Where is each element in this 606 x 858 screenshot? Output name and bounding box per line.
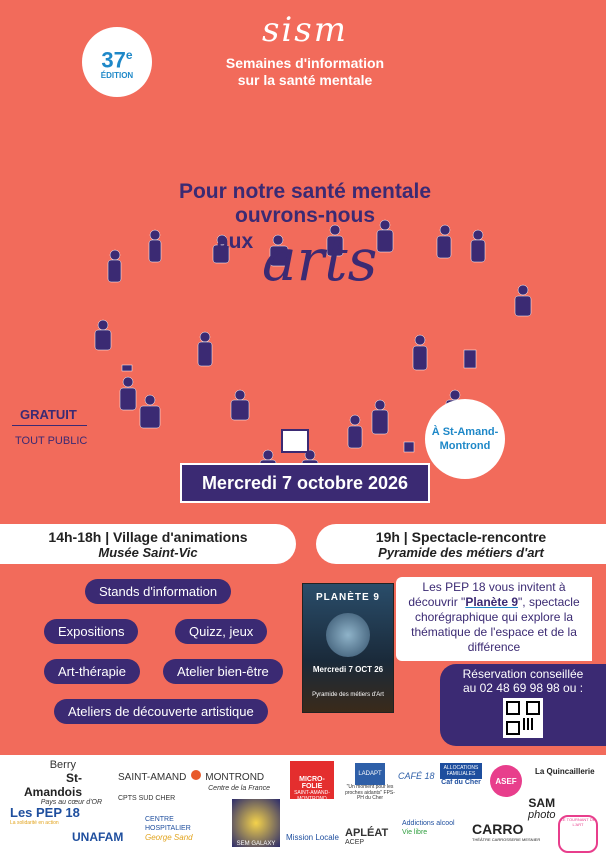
headline-aux: aux	[217, 230, 254, 253]
reservation-box: Réservation conseillée au 02 48 69 98 98 ou :	[440, 664, 606, 746]
pep-logo: Les PEP 18 La solidarité en action	[10, 805, 80, 826]
activity-art-therapie: Art-thérapie	[44, 659, 140, 684]
activity-bien-etre: Atelier bien-être	[163, 659, 283, 684]
activity-decouverte: Ateliers de découverte artistique	[54, 699, 268, 724]
right-section-header: 19h | Spectacle-rencontre Pyramide des métiers d'art	[316, 524, 606, 564]
activity-quizz: Quizz, jeux	[175, 619, 267, 644]
addictions-logo: Addictions alcool Vie libre	[402, 820, 455, 836]
location-badge: À St-Amand- Montrond	[425, 399, 505, 479]
tournant-art-logo: LE TOURNANT DE L'ART	[558, 815, 598, 853]
carro-logo: CARRO THÉÂTRE CARROSSERIE MESNIER	[472, 821, 541, 842]
mission-locale-logo: Mission Locale	[286, 833, 339, 842]
cpts-logo: CPTS SUD CHER	[118, 795, 176, 802]
edition-badge: 37e ÉDITION	[82, 27, 152, 97]
ladapt-logo: LADAPT "Un moment pour les proches aidants" FPS-PH du Cher	[345, 763, 395, 802]
show-description: Les PEP 18 vous invitent à découvrir "Planète 9", spectacle chorégraphique qui explore la thématique de l'espace et de la différence	[396, 577, 592, 661]
gratuit-label: GRATUIT	[20, 407, 77, 422]
activity-expositions: Expositions	[44, 619, 138, 644]
sem-galaxy-logo: SEM GALAXY	[232, 799, 280, 847]
gratuit-divider	[12, 425, 87, 426]
activity-stands: Stands d'information	[85, 579, 231, 604]
unafam-logo: UNAFAM	[72, 830, 124, 844]
planete9-poster: PLANÈTE 9 Mercredi 7 OCT 26 Pyramide des métiers d'Art	[302, 583, 394, 713]
headline-arts: arts	[262, 226, 378, 294]
partners-footer	[0, 755, 606, 858]
quincaillerie-logo: La Quincaillerie	[535, 767, 595, 776]
sism-logo: sism	[261, 10, 348, 50]
left-section-header: 14h-18h | Village d'animations Musée Saint-Vic	[0, 524, 296, 564]
apleat-logo: APLÉAT ACEP	[345, 827, 389, 846]
saint-amand-logo: SAINT-AMAND MONTROND Centre de la France	[118, 772, 270, 792]
asef-logo: ASEF	[490, 765, 522, 797]
qr-code[interactable]	[503, 698, 543, 738]
micro-folie-logo: MICRO-FOLIE SAINT-AMAND-MONTROND	[290, 761, 334, 799]
tout-public-label: TOUT PUBLIC	[15, 435, 88, 447]
brand-subtitle: Semaines d'information sur la santé mentale	[225, 55, 385, 88]
berry-logo: Berry St-Amandois Pays au cœur d'OR	[23, 759, 102, 807]
cafe18-logo: CAFÉ 18	[398, 771, 435, 781]
caf-logo: ALLOCATIONS FAMILIALES Caf du Cher	[441, 765, 481, 786]
centre-hospitalier-logo: CENTRE HOSPITALIER George Sand	[145, 816, 193, 842]
date-banner: Mercredi 7 octobre 2026	[180, 463, 430, 503]
sam-photo-logo: SAM photo	[528, 796, 556, 821]
headline: Pour notre santé mentale ouvrons-nous	[178, 180, 432, 227]
